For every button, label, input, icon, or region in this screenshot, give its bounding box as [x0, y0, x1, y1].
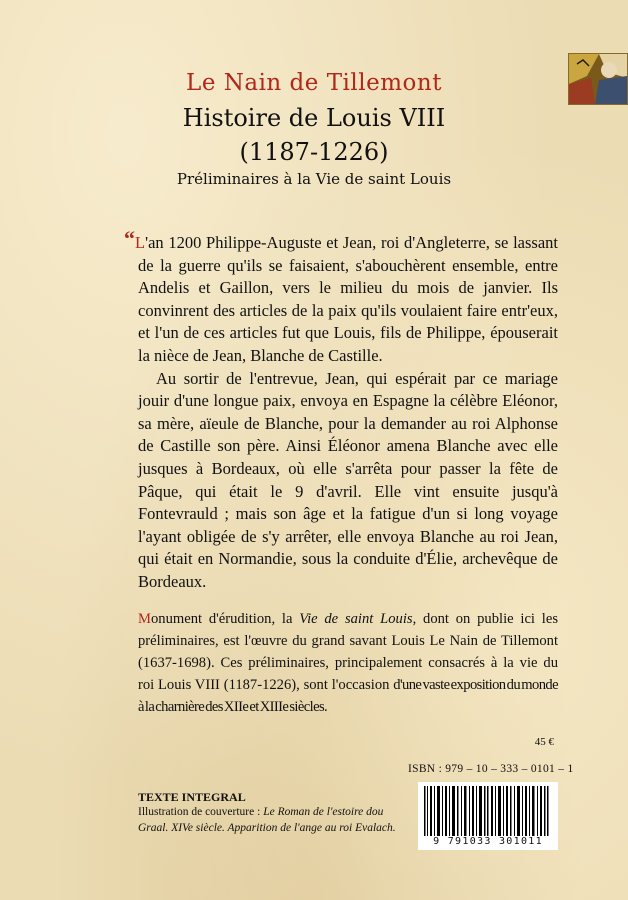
illustration-credit-text: Le Roman de l'estoire dou Graal. XIVe siècle. Apparition de l'ange au roi Evalach.: [138, 806, 396, 834]
opening-quote-mark: “: [124, 226, 135, 251]
book-subtitle: Préliminaires à la Vie de saint Louis: [176, 170, 452, 188]
note-text-part-2: , dont on publie ici les préliminaires, est l'œuvre du grand savant Louis Le Nain de Tillemont (1637-1698). Ces préliminaires, principalement consacrés à la vie du roi Louis VIII (1187-1226), sont l'occasion: [138, 611, 558, 693]
cover-miniature-image: [568, 53, 628, 105]
book-title: Histoire de Louis VIII: [182, 104, 446, 132]
note-initial-letter: M: [138, 611, 151, 627]
illustration-credit-label: Illustration de couverture :: [138, 806, 264, 818]
miniature-illustration-icon: [569, 54, 627, 104]
note-italic-title: Vie de saint Louis: [299, 611, 413, 627]
quote-paragraph-1-text: 'an 1200 Philippe-Auguste et Jean, roi d'Angleterre, se lassant de la guerre qu'ils se faisaient, s'abouchèrent ensemble, entre Andelis et Gaillon, vers le milieu du mois de janvier. Ils convinrent des articles de la paix qu'ils voulaient faire entr'eux, et l'un de ces articles fut que Louis, fils de Philippe, épouserait la nièce de Jean, Blanche de Castille.: [138, 233, 558, 365]
author-name: Le Nain de Tillemont: [186, 70, 442, 96]
note-last-line: d'une vaste exposition du monde à la charnière des XIIe et XIIIe siècles.: [138, 677, 558, 715]
illustration-credit: [138, 805, 398, 836]
barcode-digits: 9 791033 301011: [418, 836, 558, 847]
editorial-note: [138, 608, 558, 718]
quote-paragraph-1: [124, 226, 558, 368]
back-cover-quote: [124, 226, 558, 594]
isbn-label: ISBN : 979 – 10 – 333 – 0101 – 1: [408, 763, 574, 775]
quote-paragraph-2: Au sortir de l'entrevue, Jean, qui espérait par ce mariage jouir d'une longue paix, envoya en Espagne la célèbre Eléonor, sa mère, aïeule de Blanche, pour la demander au roi Alphonse de Castille son père. Ainsi Éléonor amena Blanche avec elle jusques à Bordeaux, où elle s'arrêta pour passer la fête de Pâque, qui était le 9 d'avril. Elle vint ensuite jusqu'à Fontevrauld ; mais son âge et la fatigue d'un si long voyage l'ayant obligée de s'y arrêter, elle envoya Blanche au roi Jean, qui était en Normandie, sous la conduite d'Élie, archevêque de Bordeaux.: [138, 368, 558, 591]
texte-integral-label: TEXTE INTEGRAL: [138, 790, 246, 804]
note-paragraph: [138, 608, 558, 718]
note-text-part-1: onument d'érudition, la: [150, 611, 300, 627]
book-dates: (1187-1226): [239, 138, 389, 166]
price-label: 45 €: [534, 736, 554, 748]
quote-initial-letter: L: [135, 233, 146, 252]
